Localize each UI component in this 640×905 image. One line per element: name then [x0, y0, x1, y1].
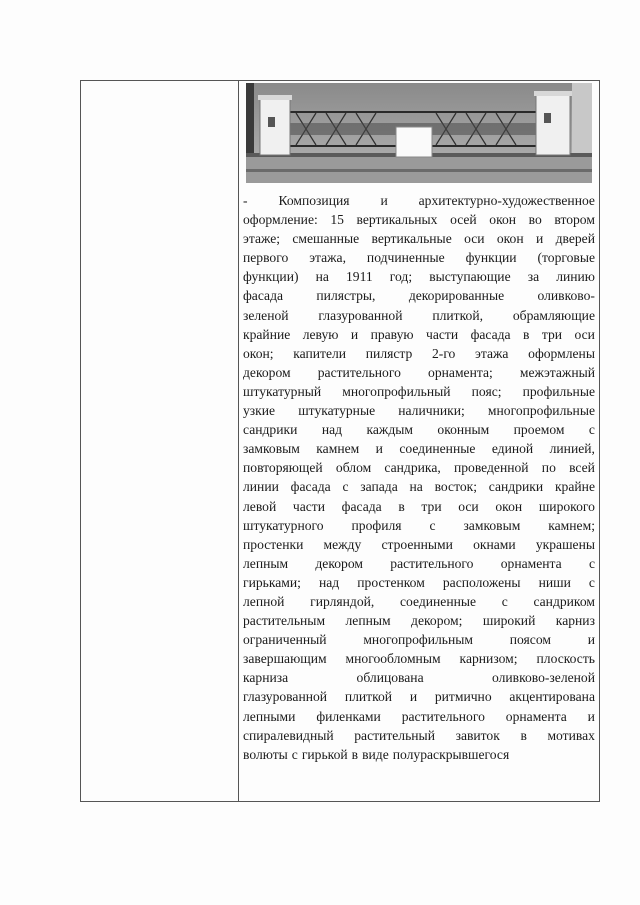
text-word: многопрофильным [363, 632, 473, 648]
text-line [243, 477, 595, 496]
text-word: замковым [243, 441, 300, 457]
text-word: широкий [482, 613, 536, 629]
text-line [243, 458, 595, 477]
text-word: лепным [345, 613, 391, 629]
text-word: подчиненные [366, 250, 445, 266]
text-word: архитектурно-художественное [418, 193, 595, 208]
text-word: многопрофильный [342, 383, 451, 399]
text-word: окон; [243, 345, 274, 361]
text-word: профильные [522, 383, 595, 399]
text-word: облом [335, 460, 372, 476]
text-word: облицована [356, 670, 424, 686]
text-word: - [243, 193, 248, 208]
text-line [243, 306, 595, 325]
text-word: этажа, [309, 250, 346, 266]
text-word: пилястр [365, 345, 413, 361]
facade-photo-icon [246, 83, 592, 183]
text-word: завиток [455, 727, 500, 743]
text-line [243, 229, 595, 248]
text-word: обрамляющие [512, 307, 595, 323]
text-word: и [535, 231, 544, 247]
text-word: плиткой, [432, 307, 484, 323]
text-word: 2-го [432, 345, 456, 361]
right-cell [239, 81, 599, 801]
facade-photo [246, 83, 592, 183]
text-word: крайние [243, 326, 291, 342]
text-word: виде [362, 746, 389, 762]
text-word: карнизом; [459, 651, 518, 667]
text-word: оформлены [528, 345, 595, 361]
text-line [243, 382, 595, 401]
text-word: восток; [434, 479, 478, 495]
text-word: крайне [554, 479, 595, 495]
text-word: в [351, 746, 359, 762]
text-word: лепной [243, 593, 285, 609]
text-line [243, 267, 595, 286]
text-word: ограниченный [243, 632, 327, 648]
text-word: сандрики [243, 422, 298, 438]
text-word: вертикальных [356, 212, 438, 228]
text-word: левой [243, 498, 277, 514]
text-line [243, 420, 595, 439]
text-word: окнами [473, 536, 516, 552]
text-word: декором; [411, 613, 463, 629]
text-word: декором [315, 555, 363, 571]
text-word: поясом [509, 632, 551, 648]
text-word: гирляндой, [310, 593, 375, 609]
text-word: многообломным [345, 651, 441, 667]
text-word: с [588, 574, 595, 590]
text-word: во [528, 212, 542, 228]
text-word: растительного [317, 364, 401, 380]
text-word: растительного [390, 555, 474, 571]
text-word: штукатурные [298, 403, 376, 419]
text-word: между [323, 536, 362, 552]
text-word: три [421, 498, 442, 514]
text-word: фасада [470, 326, 511, 342]
text-line [243, 611, 595, 630]
text-word: растительный [354, 727, 435, 743]
text-line [243, 535, 595, 554]
text-word: декорированные [408, 288, 505, 304]
text-word: растительным [243, 613, 326, 629]
text-word: смешанные [292, 231, 360, 247]
text-word: этажа [475, 345, 509, 361]
text-word: глазурованной [243, 689, 328, 705]
text-word: строенными [381, 536, 453, 552]
text-word: над [318, 574, 340, 590]
text-word: ритмично [434, 689, 492, 705]
text-word: в [520, 727, 527, 743]
text-word: плиткой [344, 689, 393, 705]
text-word: оси [464, 231, 485, 247]
text-word: 1911 [346, 269, 373, 285]
text-word: запада [360, 479, 398, 495]
left-cell-empty [81, 81, 238, 801]
text-word: окон [496, 231, 524, 247]
text-word: расположены [442, 574, 521, 590]
text-word: волюты [243, 746, 288, 762]
text-line [243, 573, 595, 592]
text-word: пояс; [471, 383, 502, 399]
text-word: оливково-зеленой [491, 670, 595, 686]
text-word: декором [243, 364, 291, 380]
text-word: год; [389, 269, 413, 285]
text-word: фасада [290, 479, 331, 495]
text-word: линии [243, 479, 279, 495]
text-word: наличники; [398, 403, 465, 419]
text-word: части [292, 498, 325, 514]
text-line [243, 668, 595, 687]
text-word: с [501, 593, 508, 609]
text-line [243, 707, 595, 726]
text-word: единой [491, 441, 534, 457]
text-word: широкого [538, 498, 595, 514]
text-word: и [409, 689, 418, 705]
text-word: завершающим [243, 651, 327, 667]
text-word: простенки [243, 536, 304, 552]
text-word: замковым [463, 517, 521, 533]
text-word: с [342, 479, 349, 495]
text-word: части [426, 326, 459, 342]
text-word: функции) [243, 269, 299, 285]
text-line [243, 401, 595, 420]
text-word: и [350, 326, 359, 342]
text-word: орнамента [500, 555, 562, 571]
text-line [243, 286, 595, 305]
text-word: на [315, 269, 329, 285]
text-word: по [541, 460, 556, 476]
text-word: линией, [549, 441, 595, 457]
text-word: оформление: [243, 212, 318, 228]
text-word: с [588, 555, 595, 571]
text-word: и [587, 632, 595, 648]
text-word: акцентирована [509, 689, 595, 705]
text-word: филенками [316, 708, 381, 724]
text-word: спиралевидный [243, 727, 334, 743]
text-line [243, 745, 595, 764]
text-word: оси [458, 498, 479, 514]
text-word: камнем; [548, 517, 595, 533]
text-word: каждым [366, 422, 413, 438]
text-word: сандриком [533, 593, 595, 609]
text-word: и [587, 708, 595, 724]
text-word: всей [569, 460, 595, 476]
text-word: первого [243, 250, 289, 266]
text-line [243, 325, 595, 344]
text-word: лепным [243, 555, 289, 571]
text-line [243, 191, 595, 210]
text-line [243, 363, 595, 382]
text-word: три [541, 326, 563, 342]
text-word: в [523, 326, 530, 342]
description-table [80, 80, 600, 802]
text-word: 15 [330, 212, 344, 228]
text-line [243, 649, 595, 668]
text-word: узкие [243, 403, 276, 419]
text-line [243, 687, 595, 706]
text-word: штукатурный [243, 383, 322, 399]
text-word: зеленой [243, 307, 289, 323]
text-line [243, 248, 595, 267]
text-word: оливково- [537, 288, 595, 304]
text-line [243, 592, 595, 611]
text-word: повторяющей [243, 460, 323, 476]
text-word: функции [465, 250, 517, 266]
text-word: орнамента [505, 708, 567, 724]
text-word: в [398, 498, 405, 514]
text-word: гирьками; [243, 574, 301, 590]
text-word: ниши [538, 574, 571, 590]
text-word: плоскость [536, 651, 595, 667]
text-word: оси [574, 326, 595, 342]
text-word: с [429, 517, 436, 533]
text-word: правую [370, 326, 414, 342]
text-word: украшены [535, 536, 595, 552]
text-word: на [409, 479, 423, 495]
text-word: втором [554, 212, 595, 228]
text-word: окон [495, 498, 523, 514]
text-word: орнамента; [428, 364, 493, 380]
text-word: дверей [555, 231, 595, 247]
text-word: профиля [351, 517, 402, 533]
text-line [243, 726, 595, 745]
text-line [243, 210, 595, 229]
text-word: левую [302, 326, 339, 342]
text-word: (торговые [537, 250, 595, 266]
text-word: этаже; [243, 231, 280, 247]
text-word: глазурованной [318, 307, 403, 323]
text-word: фасада [243, 288, 284, 304]
text-word: карниз [555, 613, 595, 629]
text-line [243, 344, 595, 363]
text-word: простенком [357, 574, 425, 590]
text-line [243, 516, 595, 535]
text-line [243, 497, 595, 516]
text-word: и [375, 441, 383, 457]
text-line [243, 630, 595, 649]
text-word: сандрика, [384, 460, 441, 476]
text-word: оконным [437, 422, 490, 438]
text-word: соединенные [399, 593, 477, 609]
text-word: штукатурного [243, 517, 324, 533]
text-word: гирькой [301, 746, 348, 762]
text-word: за [527, 269, 540, 285]
text-word: выступающие [429, 269, 511, 285]
text-word: растительного [401, 708, 485, 724]
text-word: сандрики [488, 479, 544, 495]
text-word: карниза [243, 670, 289, 686]
text-word: многопрофильные [487, 403, 595, 419]
text-word: с [291, 746, 298, 762]
description-text [243, 191, 595, 764]
text-word: окон [489, 212, 517, 228]
text-word: над [321, 422, 343, 438]
text-line [243, 554, 595, 573]
text-word: проемом [513, 422, 565, 438]
text-word: пилястры, [316, 288, 376, 304]
text-word: проведенной [453, 460, 529, 476]
text-word: камнем [316, 441, 360, 457]
text-word: фасада [341, 498, 382, 514]
text-line [243, 439, 595, 458]
text-word: вертикальные [371, 231, 452, 247]
text-word: лепными [243, 708, 296, 724]
text-word: соединенные [399, 441, 476, 457]
text-word: полураскрывшегося [392, 746, 510, 762]
text-word: и [380, 193, 388, 208]
text-word: межэтажный [519, 364, 595, 380]
text-word: с [588, 422, 595, 438]
text-word: Композиция [278, 193, 350, 208]
text-word: осей [450, 212, 477, 228]
text-word: мотивах [547, 727, 595, 743]
text-word: линию [556, 269, 595, 285]
text-word: капители [293, 345, 347, 361]
